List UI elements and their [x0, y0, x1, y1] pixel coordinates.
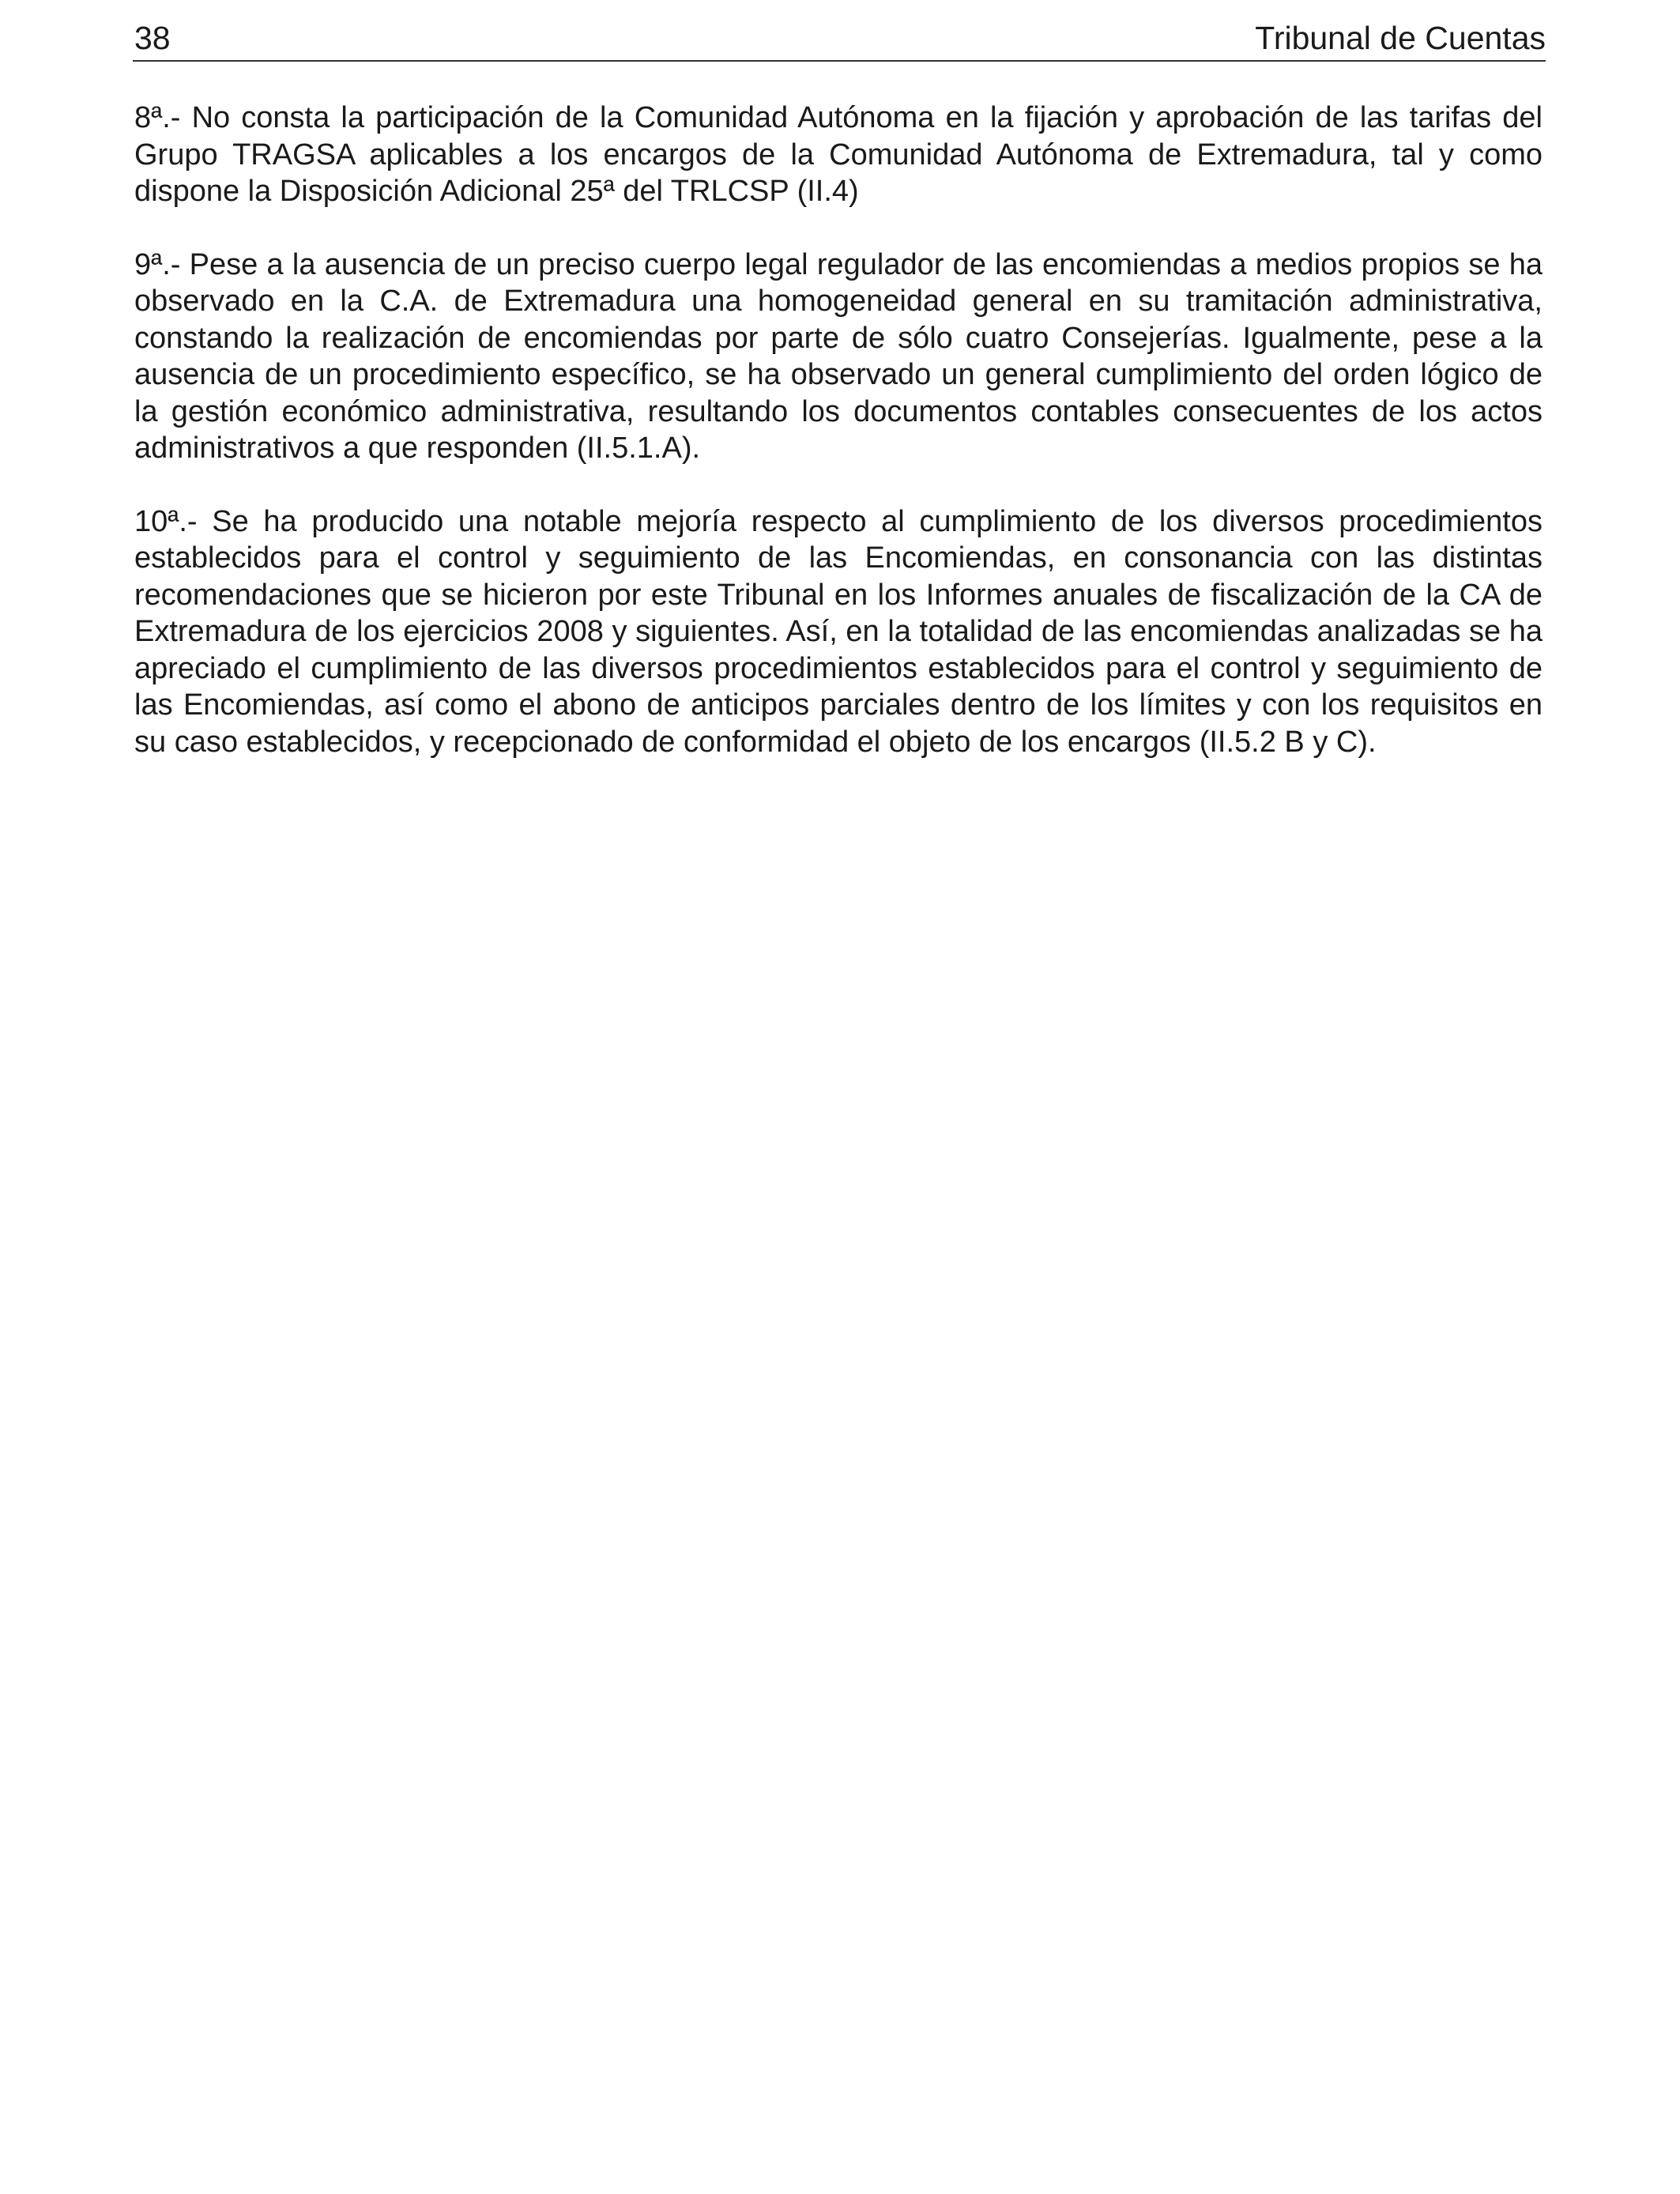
conclusion-paragraph-10: 10ª.- Se ha producido una notable mejoría respecto al cumplimiento de los diversos procedimientos establecidos para el control y seguimiento de las Encomiendas, en consonancia con las distintas recomendaciones que se hicieron por este Tribunal en los Informes anuales de fiscalización de la CA de Extremadura de los ejercicios 2008 y siguientes. Así, en la totalidad de las encomiendas analizadas se ha apreciado el cumplimiento de las diversos procedimientos establecidos para el control y seguimiento de las Encomiendas, así como el abono de anticipos parciales dentro de los límites y con los requisitos en su caso establecidos, y recepcionado de conformidad el objeto de los encargos (II.5.2 B y C).	[134, 504, 1543, 759]
body-text	[134, 100, 1543, 797]
conclusion-paragraph-9: 9ª.- Pese a la ausencia de un preciso cuerpo legal regulador de las encomiendas a medios propios se ha observado en la C.A. de Extremadura una homogeneidad general en su tramitación administrativa, constando la realización de encomiendas por parte de sólo cuatro Consejerías. Igualmente, pese a la ausencia de un procedimiento específico, se ha observado un general cumplimiento del orden lógico de la gestión económico administrativa, resultando los documentos contables consecuentes de los actos administrativos a que responden (II.5.1.A).	[134, 247, 1543, 465]
header-title: Tribunal de Cuentas	[1255, 20, 1546, 56]
conclusion-paragraph-8: 8ª.- No consta la participación de la Comunidad Autónoma en la fijación y aprobación de las tarifas del Grupo TRAGSA aplicables a los encargos de la Comunidad Autónoma de Extremadura, tal y como dispone la Disposición Adicional 25ª del TRLCSP (II.4)	[134, 101, 1543, 208]
page-header	[133, 16, 1546, 62]
page-number: 38	[134, 20, 171, 56]
